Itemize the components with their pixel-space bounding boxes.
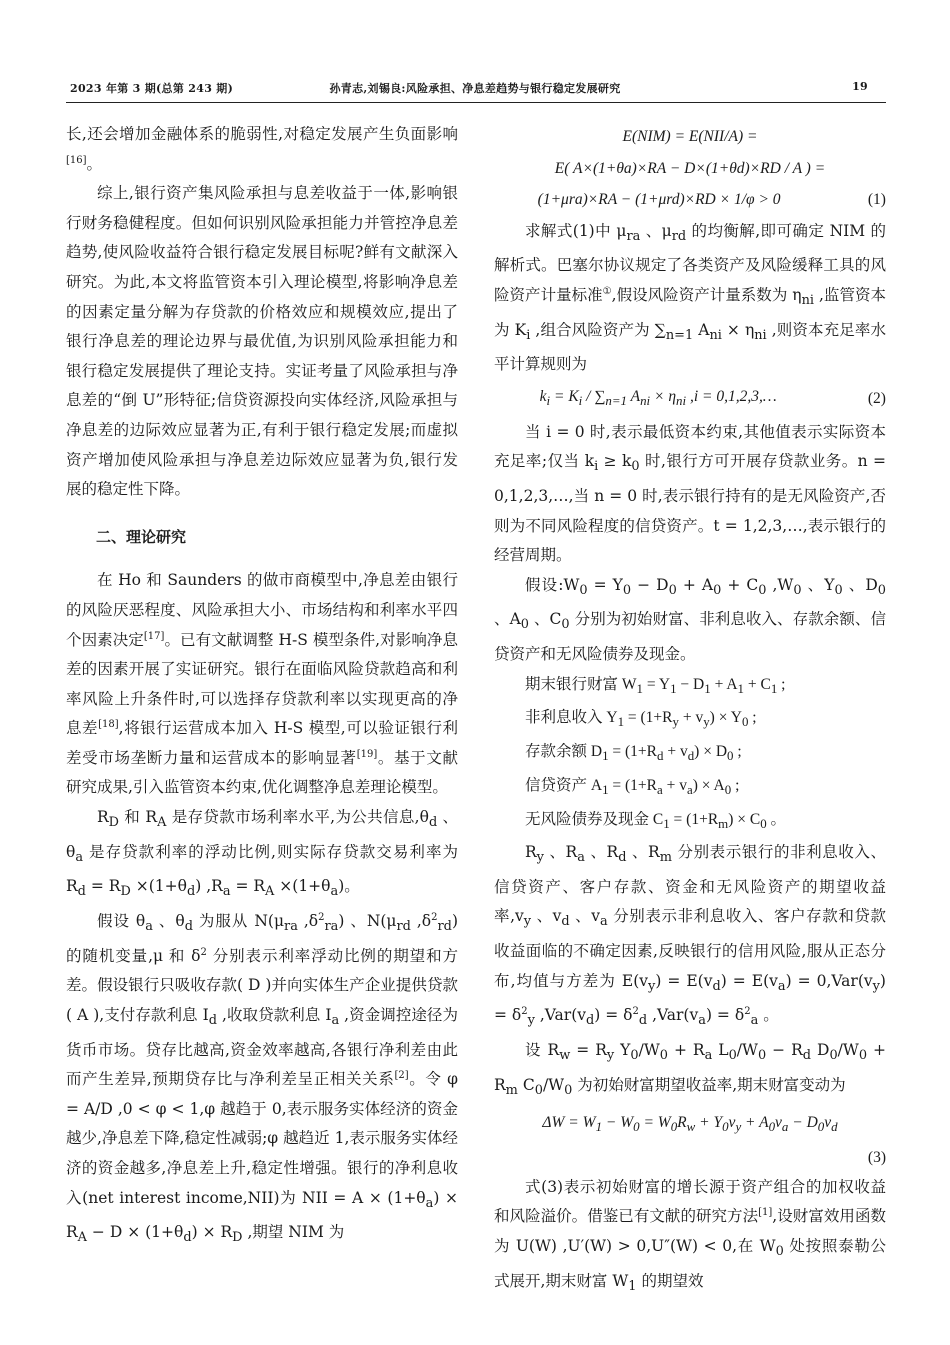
citation[interactable]: [2] — [394, 1070, 409, 1082]
equation-number: (3) — [867, 1149, 886, 1167]
equation-number: (2) — [867, 390, 886, 408]
definition-deposits: 存款余额 $D_1 = (1+R_d + v_d) \times D_0$ ; — [525, 743, 742, 764]
left-column — [66, 120, 458, 1253]
paragraph: 在 Ho 和 Saunders 的做市商模型中,净息差由银行的风险厌恶程度、风险承担大小、市场结构和利率水平四个因素决定[17]。已有文献调整 H-S 模型条件,对影响净息差的因素开展了实证研究。银行在面临风险贷款趋高和利率风险上升条件时,可以选择存贷款利率以实现更高的净息差[18],将银行运营成本加入 H-S 模型,可以验证银行利差受市场垄断力量和运营成本的影响显著[19]。基于文献研究成果,引入监管资本约束,优化调整净息差理论模型。 — [66, 571, 458, 797]
definition-riskfree: 无风险债券及现金 $C_1 = (1+R_m) \times C_0$ 。 — [525, 810, 787, 831]
equation-1-line-1: E(NIM) = E(NII/A) = — [622, 128, 758, 145]
paragraph: $R_y$ 、$R_a$ 、$R_d$ 、$R_m$ 分别表示银行的非利息收入、信贷资产、客户存款、资金和无风险资产的期望收益率$,v_y$ 、$v_d$ 、$v_a$ 分别表示非利息收入、客户存款和贷款收益面临的不确定因素,反映银行的信用风险,服从正态分布,均值与方差为 $E(v_y) = E(v_d) = E(v_a) = 0,Var(v_y) = \delta^2_y$ $,Var(v_d) = \delta^2_d$ $,Var(v_a) = \delta^2_a$ 。 — [494, 843, 886, 1029]
definition-wealth: 期末银行财富 $W_1 = Y_1 - D_1 + A_1 + C_1$ ; — [525, 675, 786, 696]
header-rule — [66, 102, 886, 103]
paragraph: 求解式(1)中 $\mu_{ra}$ 、$\mu_{rd}$ 的均衡解,即可确定 NIM 的解析式。巴塞尔协议规定了各类资产及风险缓释工具的风险资产计量标准①,假设风险资产计量系数为 $\eta_{ni}$ ,监管资本为 $K_i$ ,组合风险资产为 $\sum_{n=1}$ $A_{ni} \times \eta_{ni}$ ,则资本充足率水平计算规则为 — [494, 221, 886, 374]
equation-3: $\Delta W = W_1 - W_0 = W_0R_w + Y_0v_y + A_0v_a - D_0v_d$ — [542, 1113, 838, 1134]
equation-1-line-2: E( A×(1+θa)×RA − D×(1+θd)×RD / A ) = — [554, 159, 826, 177]
citation[interactable]: [16] — [66, 154, 87, 166]
equation-2: $k_i = K_i / \sum_{n=1}$ $A_{ni} \times \eta_{ni}$ ,i = 0,1,2,3,… (2) — [494, 382, 886, 416]
citation[interactable]: [18] — [98, 719, 119, 731]
right-column — [494, 120, 886, 1301]
paragraph: 假设 $\theta_a$ 、$\theta_d$ 为服从 $N(\mu_{ra}$ $,\delta^2_{ra}$) 、$N(\mu_{rd}$ $,\delta^2_{rd}$) 的随机变量,μ 和 $\delta^2$ 分别表示利率浮动比例的期望和方差。假设银行只吸收存款( D )并向实体生产企业提供贷款( A ),支付存款利息 $I_d$ ,收取贷款利息 $I_a$ ,资金调控途径为货币市场。贷存比越高,资金效率越高,各银行净利差由此而产生差异,预期贷存比与净利差呈正相关关系[2]。令 φ = A/D ,0 < φ < 1,φ 越趋于 0,表示服务实体经济的资金越少,净息差下降,稳定性减弱;φ 越趋近 1,表示服务实体经济的资金越多,净息差上升,稳定性增强。银行的净利息收入(net interest income,NII)为 NII = $A \times (1+\theta_a) \times R_A - D \times (1+\theta_d) \times R_D$ ,期望 NIM 为 — [66, 911, 459, 1246]
paragraph: 设 $R_w = R_y$ $Y_0/W_0 + R_a$ $L_0/W_0 - R_d$ $D_0/W_0 + R_m$ $C_0/W_0$ 为初始财富期望收益率,期末财富变动为 — [494, 1041, 886, 1098]
paragraph: 当 i = 0 时,表示最低资本约束,其他值表示实际资本充足率;仅当 $k_i \ge k_0$ 时,银行方可开展存贷款业务。n = 0,1,2,3,…,当 n = 0 时,表示银行持有的是无风险资产,否则为不同风险程度的信贷资产。t = 1,2,3,…,表示银行的经营周期。 — [494, 422, 886, 565]
section-heading: 二、理论研究 — [96, 527, 187, 546]
equation-number: (1) — [867, 191, 886, 209]
equation-1-line-3: (1+μra)×RA − (1+μrd)×RD × 1/φ > 0 (1) — [494, 185, 886, 215]
citation[interactable]: [19] — [356, 748, 378, 760]
paragraph: $R_D$ 和 $R_A$ 是存贷款市场利率水平,为公共信息$,\theta_d$ 、$\theta_a$ 是存贷款利率的浮动比例,则实际存贷款交易利率为 $R_d = R_D \times(1+\theta_d) ,R_a = R_A \times(1+\theta_a)$。 — [66, 808, 458, 900]
paragraph: 式(3)表示初始财富的增长源于资产组合的加权收益和风险溢价。借鉴已有文献的研究方法[1],设财富效用函数为 U(W) ,U′(W) > 0,U″(W) < 0,在 $W_0$ 处按照泰勒公式展开,期末财富 $W_1$ 的期望效 — [494, 1177, 886, 1294]
paragraph: 长,还会增加金融体系的脆弱性,对稳定发展产生负面影响[16]。 — [66, 125, 458, 173]
definition-loans: 信贷资产 $A_1 = (1+R_a + v_a) \times A_0$ ; — [525, 776, 740, 797]
definition-noninterest-income: 非利息收入 $Y_1 = (1+R_y + v_y) \times Y_0$ ; — [525, 709, 757, 730]
running-title: 孙青志,刘锡良:风险承担、净息差趋势与银行稳定发展研究 — [329, 82, 621, 95]
citation[interactable]: [17] — [143, 630, 165, 642]
paragraph: 综上,银行资产集风险承担与息差收益于一体,影响银行财务稳健程度。但如何识别风险承担能力并管控净息差趋势,使风险收益符合银行稳定发展目标呢?鲜有文献深入研究。为此,本文将监管资本引入理论模型,将影响净息差的因素定量分解为存贷款的价格效应和规模效应,提出了银行净息差的理论边界与最优值,为识别风险承担能力和银行稳定发展提供了理论支持。实证考量了风险承担与净息差的“倒 U”形特征;信贷资源投向实体经济,风险承担与净息差的边际效应显著为正,有利于银行稳定发展;而虚拟资产增加使风险承担与净息差边际效应显著为负,银行发展的稳定性下降。 — [66, 184, 458, 499]
journal-issue: 2023 年第 3 期(总第 243 期) — [70, 82, 234, 95]
page-number: 19 — [852, 80, 868, 93]
paragraph: 假设$:W_0 = Y_0 - D_0 + A_0 + C_0$ $,W_0$ 、$Y_0$ 、$D_0$ 、$A_0$ 、$C_0$ 分别为初始财富、非利息收入、存款余额、信贷资产和无风险债券及现金。 — [494, 575, 886, 664]
